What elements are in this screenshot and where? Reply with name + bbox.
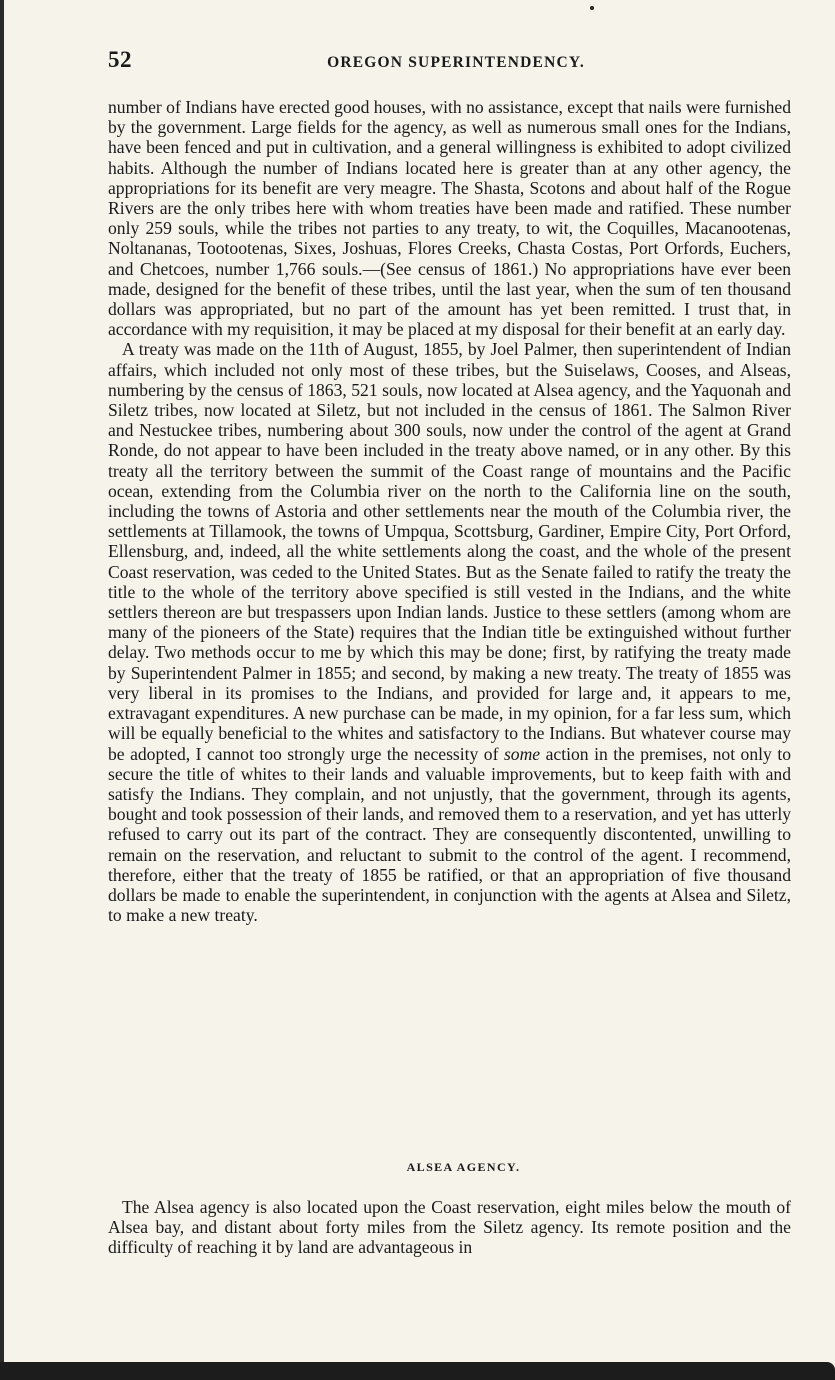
emphasis-some: some (503, 743, 541, 764)
page-left-edge (0, 0, 4, 1380)
alsea-text (108, 1197, 791, 1258)
page-bottom-edge (0, 1362, 835, 1380)
main-text (108, 97, 791, 925)
section-heading-alsea: ALSEA AGENCY. (406, 1160, 521, 1174)
paragraph-1: number of Indians have erected good houses, with no assistance, except that nails were furnished by the government. Large fields for the agency, as well as numerous small ones for the Indians, have been fenced and put in cultivation, and a general willingness is exhibited to adopt civilized habits. Although the number of Indians located here is greater than at any other agency, the appropriations for its benefit are very meagre. The Shasta, Scotons and about half of the Rogue Rivers are the only tribes here with whom treaties have been made and ratified. These number only 259 souls, while the tribes not parties to any treaty, to wit, the Coquilles, Macanootenas, Noltananas, Tootootenas, Sixes, Joshuas, Flores Creeks, Chasta Costas, Port Orfords, Euchers, and Chetcoes, number 1,766 souls.—(See census of 1861.) No appropriations have ever been made, designed for the benefit of these tribes, until the last year, when the sum of ten thousand dollars was appropriated, but no part of the amount has yet been remitted. I trust that, in accordance with my requisition, it may be placed at my disposal for their benefit at an early day. (108, 97, 792, 340)
running-head (108, 47, 798, 79)
alsea-paragraph: The Alsea agency is also located upon the Coast reservation, eight miles below the mouth of Alsea bay, and distant about forty miles from the Siletz agency. Its remote position and the difficulty of reaching it by land are advantageous in (108, 1197, 791, 1258)
page-title: OREGON SUPERINTENDENCY. (327, 54, 585, 71)
paragraph-2-continued: action in the premises, not only to secure the title of whites to their lands and valuable improvements, but to keep faith with and satisfy the Indians. They complain, and not unjustly, that the government, through its agents, bought and took possession of their lands, and removed them to a reservation, and yet has utterly refused to carry out its part of the contract. They are consequently discontented, unwilling to remain on the reservation, and reluctant to submit to the control of the agent. I recommend, therefore, either that the treaty of 1855 be ratified, or that an appropriation of five thousand dollars be made to enable the superintendent, in conjunction with the agents at Alsea and Siletz, to make a new treaty. (108, 743, 791, 926)
necessity-prefix: necessity of (413, 743, 499, 764)
printing-speck (590, 6, 594, 10)
paragraph-2-text: A treaty was made on the 11th of August, 1855, by Joel Palmer, then superintendent of Indian affairs, which included not only most of these tribes, but the Suiselaws, Cooses, and Alseas, numbering by the census of 1863, 521 souls, now located at Alsea agency, and the Yaquonah and Siletz tribes, now located at Siletz, but not included in the census of 1861. The Salmon River and Nestuckee tribes, numbering about 300 souls, now under the control of the agent at Grand Ronde, do not appear to have been included in the treaty above named, or in any other. By this treaty all the territory between the summit of the Coast range of mountains and the Pacific ocean, extending from the Columbia river on the north to the California line on the south, including the towns of Astoria and other settlements near the mouth of the Columbia river, the settlements at Tillamook, the towns of Umpqua, Scottsburg, Gardiner, Empire City, Port Orford, Ellensburg, and, indeed, all the white settlements along the coast, and the whole of the present Coast reservation, was ceded to the United States. But as the Senate failed to ratify the treaty the title to the whole of the territory above specified is still vested in the Indians, and the white settlers thereon are but trespassers upon Indian lands. Justice to these settlers (among whom are many of the pioneers of the State) requires that the Indian title be extinguished without further delay. Two methods occur to me by which this may be done; first, by ratifying the treaty made by Superintendent Palmer in 1855; and second, by making a new treaty. The treaty of 1855 was very liberal in its promises to the Indians, and provided for large and, it appears to me, extravagant expenditures. A new purchase can be made, in my opinion, for a far less sum, which will be equally beneficial to the whites and satisfactory to the Indians. But whatever course may be adopted, I cannot too strongly urge the (108, 339, 791, 764)
page-number: 52 (108, 47, 132, 72)
paragraph-2 (108, 339, 791, 925)
